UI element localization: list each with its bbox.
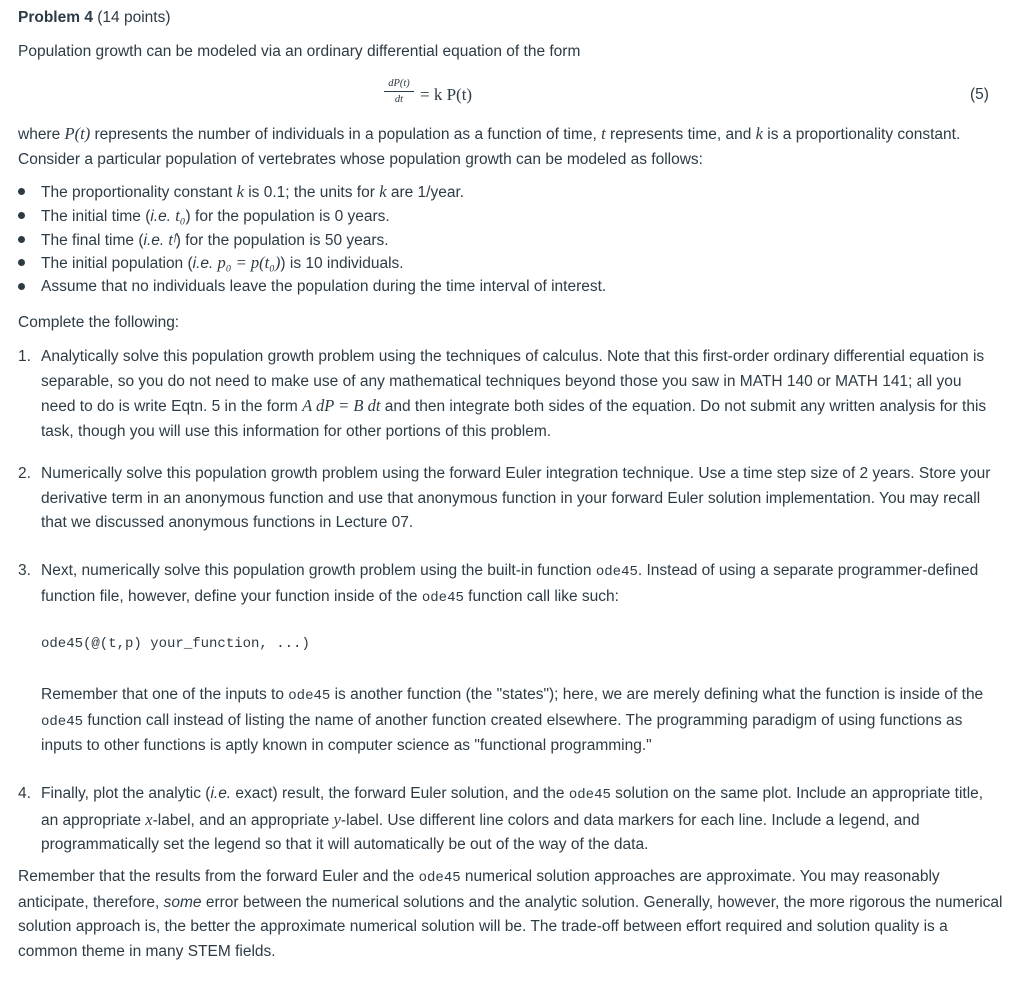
closing-paragraph xyxy=(18,865,1008,964)
list-item xyxy=(18,204,1008,228)
math-x: x xyxy=(145,809,153,829)
code-ode45: ode45 xyxy=(418,870,461,886)
bullet-icon xyxy=(18,283,25,290)
derivative-fraction xyxy=(384,78,414,105)
task-text-part: function call like such: xyxy=(463,587,619,605)
math-t0: t₀ xyxy=(171,205,186,225)
task-text-part: -label, and an appropriate xyxy=(152,811,334,829)
equation-5 xyxy=(0,76,1024,114)
bullet-text: ) for the population is 0 years. xyxy=(185,207,390,225)
bullet-text: The initial time ( xyxy=(41,207,151,225)
code-ode45: ode45 xyxy=(568,787,611,803)
closing-text: Remember that the results from the forward Euler and the xyxy=(18,868,419,885)
problem-number: Problem 4 xyxy=(18,9,93,26)
where-text: where xyxy=(18,126,65,143)
task-text-part: solution on the same plot. Include an appropriate title, an appropriate xyxy=(41,785,984,829)
task-text-part: Finally, plot the analytic ( xyxy=(41,785,211,802)
code-ode45: ode45 xyxy=(421,589,464,606)
math-adp-bdt: A dP = B dt xyxy=(302,396,381,415)
task-number: 2. xyxy=(18,465,31,482)
closing-text: error between the numerical solutions and the analytic solution. Generally, however, the more rigorous the numerical solution approach is, the better the approximate numerical solution will be. The trade-off between effort required and solution quality is a common theme in many STEM fields. xyxy=(18,893,1003,960)
emphasis-some: some xyxy=(163,893,202,911)
code-ode45: ode45 xyxy=(595,564,638,580)
math-k: k xyxy=(379,182,387,201)
intro-text: Population growth can be modeled via an ordinary differential equation of the form xyxy=(18,43,581,60)
bullet-text: The final time ( xyxy=(41,231,144,249)
remember-text xyxy=(41,683,993,759)
bullet-text: ) for the population is 50 years. xyxy=(175,231,389,249)
where-text: represents the number of individuals in a population as a function of time, xyxy=(90,126,602,143)
task-text-part: . Instead of using a separate programmer-defined function file, however, define your function inside of the xyxy=(41,562,979,605)
list-item xyxy=(18,180,1008,204)
ie-text: i.e. xyxy=(150,207,172,225)
ie-text: i.e. xyxy=(192,255,214,273)
list-item xyxy=(18,228,1008,252)
math-p-of-t: P(t) xyxy=(64,124,91,143)
conditions-list xyxy=(18,180,1008,299)
code-example: ode45(@(t,p) your_function, ...) xyxy=(41,636,310,652)
fraction-numerator: dP(t) xyxy=(388,78,410,89)
problem-title xyxy=(18,10,171,26)
bullet-text: ) is 10 individuals. xyxy=(280,255,404,273)
ie-text: i.e. xyxy=(143,231,165,249)
task-text xyxy=(41,782,993,858)
bullet-icon xyxy=(18,236,25,243)
bullet-text: The initial population ( xyxy=(41,255,193,273)
ie-text: i.e. xyxy=(210,785,232,802)
list-item xyxy=(18,251,1008,275)
task-text-part: Next, numerically solve this population growth problem using the built-in function xyxy=(41,562,596,579)
math-t: t xyxy=(601,124,606,143)
bullet-icon xyxy=(18,212,25,219)
list-item xyxy=(18,275,1008,299)
task-number: 3. xyxy=(18,562,31,579)
problem-points: (14 points) xyxy=(92,9,171,26)
task-text-part: is another function (the "states"); here, we are merely defining what the function is inside of the xyxy=(330,686,984,703)
math-y: y xyxy=(333,809,341,829)
code-ode45: ode45 xyxy=(41,713,84,730)
task-text-part: Analytically solve this population growth problem using the techniques of calculus. Note that this first-order ordinary differential equation is separable, so you do not need to make use of any mathematical techniques beyond those you saw in MATH 140 or MATH 141; all you need to do is write Eqtn. 5 in the form xyxy=(41,348,985,415)
task-text-part: function call instead of listing the name of another function created elsewhere. The programming paradigm of using functions as inputs to other functions is aptly known in computer science as "functional programming." xyxy=(41,711,963,754)
math-k: k xyxy=(755,124,763,143)
where-text: represents time, and xyxy=(605,126,756,143)
bullet-text: are 1/year. xyxy=(386,184,465,201)
task-number: 4. xyxy=(18,785,31,802)
bullet-text: The proportionality constant xyxy=(41,184,237,201)
bullet-text: is 0.1; the units for xyxy=(243,184,380,201)
task-text-part: exact) result, the forward Euler solution, and the xyxy=(231,785,569,802)
task-text-part: -label. Use different line colors and data markers for each line. Include a legend, and programmatically set the legend so that it will automatically be out of the way of the data. xyxy=(41,811,920,853)
code-ode45: ode45 xyxy=(288,688,331,704)
where-text: is a proportionality constant. Consider a particular population of vertebrates whose population growth can be modeled as follows: xyxy=(18,126,961,168)
fraction-denominator: dt xyxy=(394,94,404,105)
task-text: Numerically solve this population growth problem using the forward Euler integration technique. Use a time step size of 2 years. Store your derivative term in an anonymous function and use that anonymous function in your forward Euler solution implementation. You may recall that we discussed anonymous functions in Lecture 07. xyxy=(41,465,991,531)
where-paragraph xyxy=(18,122,1008,172)
bullet-icon xyxy=(18,259,25,266)
task-text xyxy=(41,345,993,444)
equation-rhs xyxy=(420,85,472,105)
closing-text: numerical solution approaches are approximate. You may reasonably anticipate, therefore, xyxy=(18,868,940,911)
math-k: k xyxy=(236,182,244,201)
bullet-text: Assume that no individuals leave the population during the time interval of interest. xyxy=(41,278,607,295)
equation-rhs-text: = k P(t) xyxy=(420,85,473,104)
task-number: 1. xyxy=(18,348,31,365)
task-text xyxy=(41,559,993,610)
math-p0: p₀ = p(t₀) xyxy=(213,253,281,273)
task-text-part: and then integrate both sides of the equation. Do not submit any written analysis for this task, though you will use this information for other portions of this problem. xyxy=(41,398,987,440)
task-text-part: Remember that one of the inputs to xyxy=(41,686,289,703)
bullet-icon xyxy=(18,188,25,195)
complete-heading: Complete the following: xyxy=(18,314,180,331)
equation-number: (5) xyxy=(970,86,989,103)
math-tf: tᶠ xyxy=(164,229,176,249)
